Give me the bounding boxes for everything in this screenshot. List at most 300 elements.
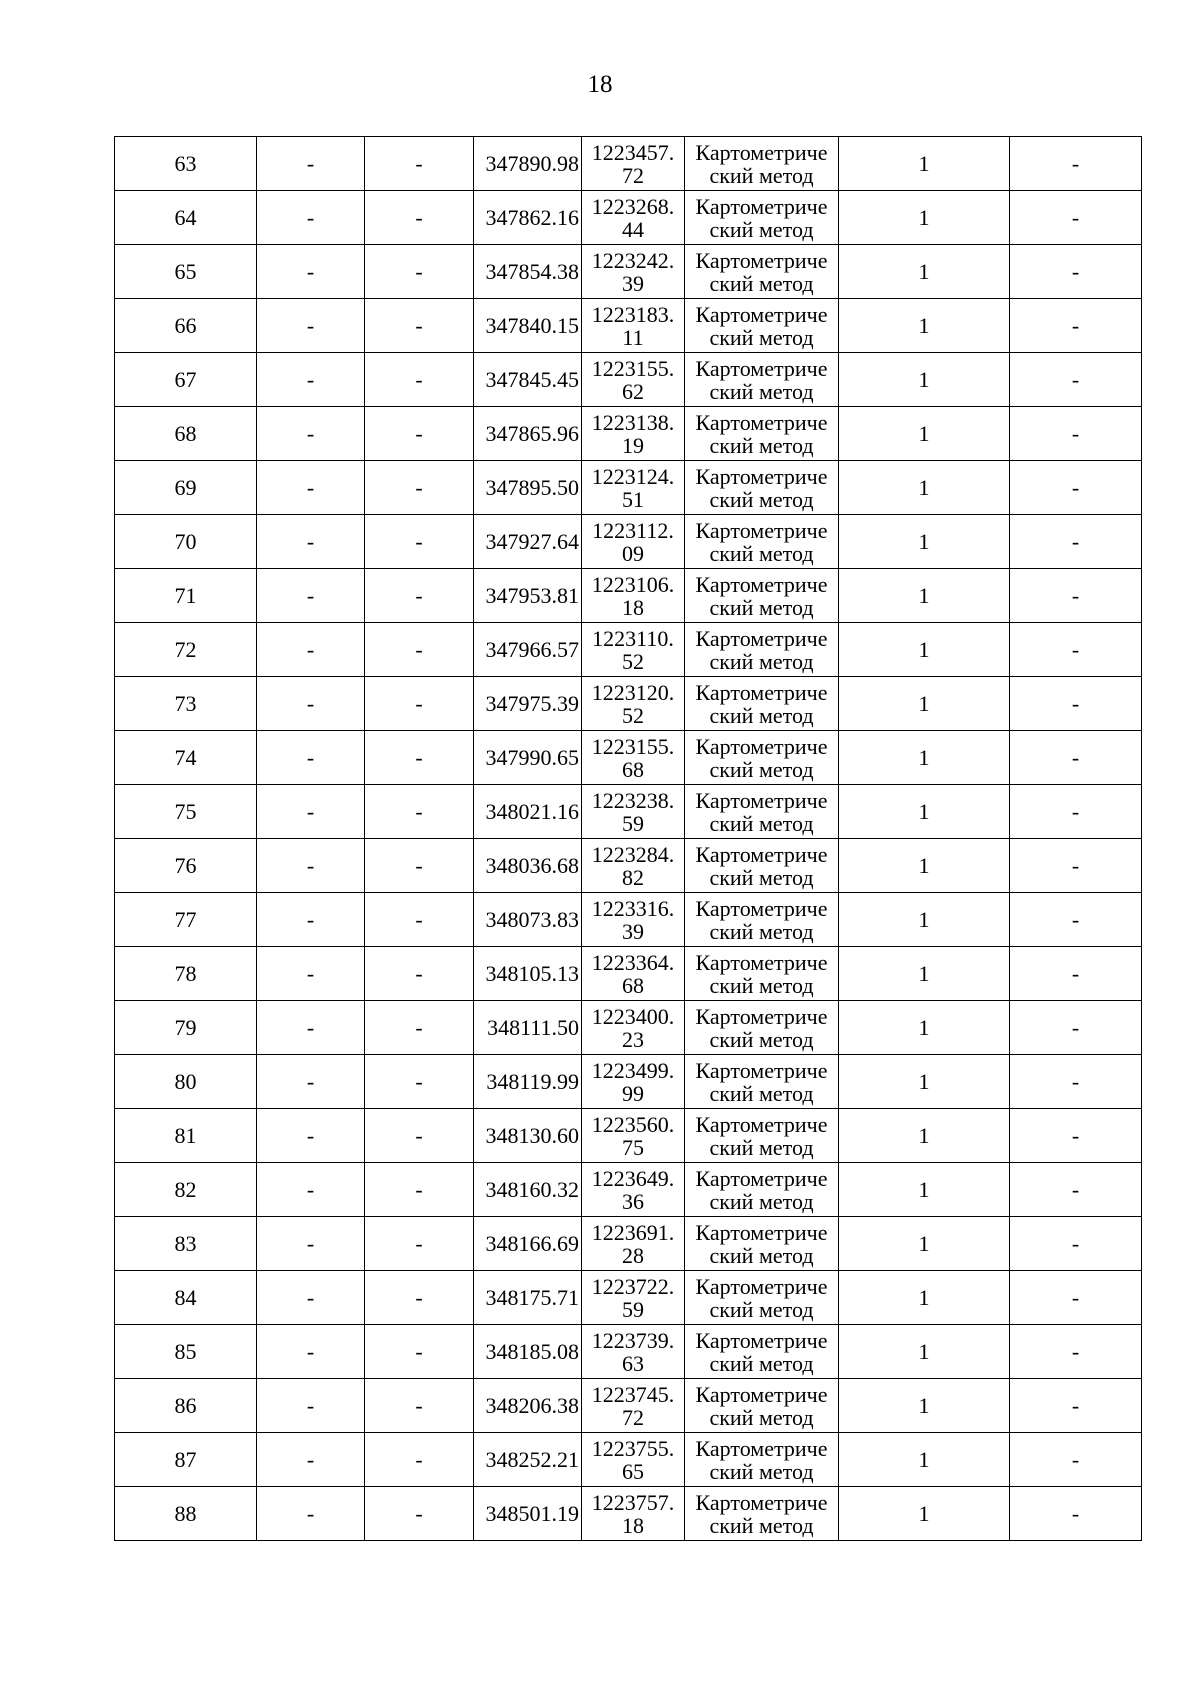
empty-cell: - — [257, 1109, 365, 1163]
x-coordinate-cell: 347990.65 — [474, 731, 582, 785]
empty-cell: - — [257, 731, 365, 785]
y-coordinate-part2: 68 — [622, 972, 644, 998]
method-part1: Картометриче — [695, 1165, 828, 1191]
empty-cell: - — [365, 1109, 474, 1163]
accuracy-cell: 1 — [839, 1055, 1010, 1109]
accuracy-cell: 1 — [839, 1217, 1010, 1271]
method-part1: Картометриче — [695, 733, 828, 759]
method-part2: ский метод — [709, 1080, 814, 1106]
y-coordinate-cell — [582, 1055, 685, 1109]
method-cell — [685, 839, 839, 893]
accuracy-cell: 1 — [839, 191, 1010, 245]
empty-cell: - — [365, 191, 474, 245]
table-row — [115, 947, 1142, 1001]
coordinates-table — [114, 136, 1142, 1541]
table-row — [115, 245, 1142, 299]
x-coordinate-cell: 348021.16 — [474, 785, 582, 839]
accuracy-cell: 1 — [839, 1001, 1010, 1055]
y-coordinate-part1: 1223242. — [591, 247, 675, 273]
point-number-cell: 87 — [115, 1433, 257, 1487]
method-part2: ский метод — [709, 1026, 814, 1052]
y-coordinate-part1: 1223722. — [591, 1273, 675, 1299]
method-cell — [685, 569, 839, 623]
y-coordinate-part1: 1223112. — [592, 517, 674, 543]
method-part2: ский метод — [709, 216, 814, 242]
method-cell — [685, 1433, 839, 1487]
accuracy-cell: 1 — [839, 569, 1010, 623]
empty-cell: - — [365, 1217, 474, 1271]
empty-cell: - — [365, 1379, 474, 1433]
empty-cell: - — [1010, 569, 1142, 623]
x-coordinate-cell: 348119.99 — [474, 1055, 582, 1109]
method-part2: ский метод — [709, 864, 814, 890]
method-part2: ский метод — [709, 1242, 814, 1268]
method-cell — [685, 1325, 839, 1379]
point-number-cell: 68 — [115, 407, 257, 461]
accuracy-cell: 1 — [839, 1379, 1010, 1433]
empty-cell: - — [257, 677, 365, 731]
y-coordinate-cell — [582, 1217, 685, 1271]
x-coordinate-cell: 348175.71 — [474, 1271, 582, 1325]
x-coordinate-cell: 348036.68 — [474, 839, 582, 893]
table-row — [115, 353, 1142, 407]
method-cell — [685, 947, 839, 1001]
method-cell — [685, 1055, 839, 1109]
point-number-cell: 78 — [115, 947, 257, 1001]
empty-cell: - — [365, 677, 474, 731]
empty-cell: - — [257, 353, 365, 407]
empty-cell: - — [1010, 1055, 1142, 1109]
y-coordinate-cell — [582, 299, 685, 353]
empty-cell: - — [257, 137, 365, 191]
x-coordinate-cell: 348166.69 — [474, 1217, 582, 1271]
method-part1: Картометриче — [695, 463, 828, 489]
method-part2: ский метод — [709, 432, 814, 458]
accuracy-cell: 1 — [839, 137, 1010, 191]
method-part2: ский метод — [709, 1404, 814, 1430]
empty-cell: - — [257, 1433, 365, 1487]
empty-cell: - — [257, 893, 365, 947]
x-coordinate-cell: 347953.81 — [474, 569, 582, 623]
empty-cell: - — [257, 1487, 365, 1541]
table-row — [115, 1055, 1142, 1109]
x-coordinate-cell: 347895.50 — [474, 461, 582, 515]
y-coordinate-cell — [582, 677, 685, 731]
empty-cell: - — [257, 245, 365, 299]
point-number-cell: 79 — [115, 1001, 257, 1055]
method-cell — [685, 191, 839, 245]
accuracy-cell: 1 — [839, 893, 1010, 947]
empty-cell: - — [257, 191, 365, 245]
y-coordinate-part1: 1223284. — [591, 841, 675, 867]
empty-cell: - — [1010, 353, 1142, 407]
y-coordinate-part1: 1223138. — [591, 409, 675, 435]
x-coordinate-cell: 347845.45 — [474, 353, 582, 407]
x-coordinate-cell: 348185.08 — [474, 1325, 582, 1379]
accuracy-cell: 1 — [839, 677, 1010, 731]
table-row — [115, 677, 1142, 731]
x-coordinate-cell: 348160.32 — [474, 1163, 582, 1217]
method-cell — [685, 785, 839, 839]
empty-cell: - — [365, 569, 474, 623]
method-part1: Картометриче — [695, 193, 828, 219]
method-cell — [685, 1217, 839, 1271]
empty-cell: - — [365, 1271, 474, 1325]
table-row — [115, 1001, 1142, 1055]
table-row — [115, 1163, 1142, 1217]
accuracy-cell: 1 — [839, 785, 1010, 839]
table-row — [115, 1379, 1142, 1433]
y-coordinate-part2: 44 — [622, 216, 644, 242]
method-part2: ский метод — [709, 594, 814, 620]
y-coordinate-part2: 99 — [622, 1080, 644, 1106]
y-coordinate-part2: 59 — [622, 810, 644, 836]
empty-cell: - — [365, 947, 474, 1001]
method-part2: ский метод — [709, 540, 814, 566]
empty-cell: - — [365, 893, 474, 947]
table-row — [115, 785, 1142, 839]
point-number-cell: 82 — [115, 1163, 257, 1217]
y-coordinate-part2: 63 — [622, 1350, 644, 1376]
accuracy-cell: 1 — [839, 353, 1010, 407]
page-number: 18 — [587, 71, 613, 98]
method-part2: ский метод — [709, 162, 814, 188]
y-coordinate-part2: 11 — [622, 324, 644, 350]
x-coordinate-cell: 348252.21 — [474, 1433, 582, 1487]
method-part1: Картометриче — [695, 1219, 828, 1245]
y-coordinate-part1: 1223268. — [591, 193, 675, 219]
empty-cell: - — [1010, 1217, 1142, 1271]
empty-cell: - — [365, 1055, 474, 1109]
empty-cell: - — [1010, 1325, 1142, 1379]
y-coordinate-part1: 1223691. — [591, 1219, 675, 1245]
table-row — [115, 731, 1142, 785]
accuracy-cell: 1 — [839, 461, 1010, 515]
method-part1: Картометриче — [695, 139, 828, 165]
accuracy-cell: 1 — [839, 1109, 1010, 1163]
y-coordinate-part1: 1223183. — [591, 301, 675, 327]
y-coordinate-part1: 1223757. — [591, 1489, 675, 1515]
y-coordinate-part1: 1223745. — [591, 1381, 675, 1407]
empty-cell: - — [257, 1379, 365, 1433]
method-part2: ский метод — [709, 486, 814, 512]
accuracy-cell: 1 — [839, 407, 1010, 461]
y-coordinate-part2: 18 — [622, 1512, 644, 1538]
x-coordinate-cell: 347840.15 — [474, 299, 582, 353]
accuracy-cell: 1 — [839, 1487, 1010, 1541]
method-part2: ский метод — [709, 1350, 814, 1376]
y-coordinate-part1: 1223110. — [592, 625, 674, 651]
x-coordinate-cell: 347890.98 — [474, 137, 582, 191]
empty-cell: - — [257, 947, 365, 1001]
empty-cell: - — [1010, 1001, 1142, 1055]
table-row — [115, 1433, 1142, 1487]
y-coordinate-cell — [582, 1001, 685, 1055]
method-cell — [685, 245, 839, 299]
x-coordinate-cell: 347854.38 — [474, 245, 582, 299]
method-part1: Картометриче — [695, 1111, 828, 1137]
point-number-cell: 66 — [115, 299, 257, 353]
y-coordinate-cell — [582, 1109, 685, 1163]
y-coordinate-part2: 68 — [622, 756, 644, 782]
empty-cell: - — [1010, 893, 1142, 947]
y-coordinate-part1: 1223316. — [591, 895, 675, 921]
accuracy-cell: 1 — [839, 731, 1010, 785]
empty-cell: - — [365, 731, 474, 785]
empty-cell: - — [365, 785, 474, 839]
empty-cell: - — [257, 839, 365, 893]
table-row — [115, 1271, 1142, 1325]
method-part1: Картометриче — [695, 571, 828, 597]
method-part1: Картометриче — [695, 247, 828, 273]
y-coordinate-cell — [582, 785, 685, 839]
y-coordinate-part2: 52 — [622, 648, 644, 674]
method-cell — [685, 731, 839, 785]
empty-cell: - — [1010, 1109, 1142, 1163]
table-row — [115, 569, 1142, 623]
method-part1: Картометриче — [695, 1057, 828, 1083]
point-number-cell: 63 — [115, 137, 257, 191]
empty-cell: - — [257, 785, 365, 839]
point-number-cell: 77 — [115, 893, 257, 947]
y-coordinate-cell — [582, 623, 685, 677]
y-coordinate-cell — [582, 1163, 685, 1217]
empty-cell: - — [365, 461, 474, 515]
method-cell — [685, 407, 839, 461]
empty-cell: - — [1010, 1271, 1142, 1325]
empty-cell: - — [1010, 245, 1142, 299]
y-coordinate-cell — [582, 947, 685, 1001]
x-coordinate-cell: 348111.50 — [474, 1001, 582, 1055]
y-coordinate-cell — [582, 1379, 685, 1433]
method-part2: ский метод — [709, 702, 814, 728]
method-part1: Картометриче — [695, 625, 828, 651]
y-coordinate-cell — [582, 353, 685, 407]
y-coordinate-part2: 09 — [622, 540, 644, 566]
y-coordinate-cell — [582, 1433, 685, 1487]
table-row — [115, 623, 1142, 677]
empty-cell: - — [1010, 299, 1142, 353]
x-coordinate-cell: 347865.96 — [474, 407, 582, 461]
method-cell — [685, 623, 839, 677]
method-part2: ский метод — [709, 1134, 814, 1160]
method-part1: Картометриче — [695, 1489, 828, 1515]
empty-cell: - — [1010, 731, 1142, 785]
empty-cell: - — [365, 515, 474, 569]
empty-cell: - — [1010, 947, 1142, 1001]
table-row — [115, 299, 1142, 353]
y-coordinate-part2: 82 — [622, 864, 644, 890]
empty-cell: - — [1010, 1433, 1142, 1487]
y-coordinate-part2: 19 — [622, 432, 644, 458]
method-part1: Картометриче — [695, 787, 828, 813]
table-row — [115, 137, 1142, 191]
point-number-cell: 88 — [115, 1487, 257, 1541]
method-part2: ский метод — [709, 378, 814, 404]
empty-cell: - — [257, 1163, 365, 1217]
empty-cell: - — [365, 839, 474, 893]
y-coordinate-part1: 1223106. — [591, 571, 675, 597]
accuracy-cell: 1 — [839, 1433, 1010, 1487]
empty-cell: - — [365, 623, 474, 677]
empty-cell: - — [1010, 1487, 1142, 1541]
empty-cell: - — [365, 245, 474, 299]
method-part1: Картометриче — [695, 409, 828, 435]
point-number-cell: 67 — [115, 353, 257, 407]
empty-cell: - — [365, 1001, 474, 1055]
method-part1: Картометриче — [695, 1381, 828, 1407]
y-coordinate-part2: 75 — [622, 1134, 644, 1160]
method-part2: ский метод — [709, 270, 814, 296]
y-coordinate-part1: 1223457. — [591, 139, 675, 165]
x-coordinate-cell: 347927.64 — [474, 515, 582, 569]
point-number-cell: 81 — [115, 1109, 257, 1163]
y-coordinate-part2: 18 — [622, 594, 644, 620]
empty-cell: - — [1010, 677, 1142, 731]
method-cell — [685, 677, 839, 731]
empty-cell: - — [1010, 137, 1142, 191]
y-coordinate-cell — [582, 839, 685, 893]
y-coordinate-part1: 1223649. — [591, 1165, 675, 1191]
empty-cell: - — [1010, 461, 1142, 515]
table-row — [115, 839, 1142, 893]
y-coordinate-part2: 51 — [622, 486, 644, 512]
method-cell — [685, 353, 839, 407]
y-coordinate-part1: 1223739. — [591, 1327, 675, 1353]
table-row — [115, 1487, 1142, 1541]
empty-cell: - — [257, 461, 365, 515]
point-number-cell: 73 — [115, 677, 257, 731]
point-number-cell: 85 — [115, 1325, 257, 1379]
point-number-cell: 64 — [115, 191, 257, 245]
method-part1: Картометриче — [695, 841, 828, 867]
accuracy-cell: 1 — [839, 839, 1010, 893]
accuracy-cell: 1 — [839, 299, 1010, 353]
y-coordinate-part1: 1223124. — [591, 463, 675, 489]
empty-cell: - — [1010, 1163, 1142, 1217]
point-number-cell: 65 — [115, 245, 257, 299]
y-coordinate-cell — [582, 407, 685, 461]
point-number-cell: 84 — [115, 1271, 257, 1325]
y-coordinate-part1: 1223560. — [591, 1111, 675, 1137]
method-cell — [685, 1271, 839, 1325]
y-coordinate-part2: 36 — [622, 1188, 644, 1214]
y-coordinate-cell — [582, 461, 685, 515]
table-row — [115, 1217, 1142, 1271]
empty-cell: - — [365, 137, 474, 191]
empty-cell: - — [365, 299, 474, 353]
x-coordinate-cell: 348501.19 — [474, 1487, 582, 1541]
y-coordinate-cell — [582, 191, 685, 245]
empty-cell: - — [1010, 1379, 1142, 1433]
y-coordinate-part2: 28 — [622, 1242, 644, 1268]
x-coordinate-cell: 348206.38 — [474, 1379, 582, 1433]
y-coordinate-part2: 65 — [622, 1458, 644, 1484]
method-part2: ский метод — [709, 918, 814, 944]
empty-cell: - — [257, 299, 365, 353]
y-coordinate-cell — [582, 515, 685, 569]
method-part1: Картометриче — [695, 895, 828, 921]
y-coordinate-cell — [582, 1325, 685, 1379]
method-cell — [685, 461, 839, 515]
method-part2: ский метод — [709, 648, 814, 674]
table-row — [115, 191, 1142, 245]
y-coordinate-part2: 39 — [622, 918, 644, 944]
empty-cell: - — [1010, 515, 1142, 569]
empty-cell: - — [365, 1163, 474, 1217]
method-part2: ский метод — [709, 756, 814, 782]
y-coordinate-part2: 59 — [622, 1296, 644, 1322]
empty-cell: - — [257, 1217, 365, 1271]
point-number-cell: 86 — [115, 1379, 257, 1433]
y-coordinate-part1: 1223755. — [591, 1435, 675, 1461]
y-coordinate-cell — [582, 569, 685, 623]
method-cell — [685, 1163, 839, 1217]
empty-cell: - — [1010, 191, 1142, 245]
accuracy-cell: 1 — [839, 947, 1010, 1001]
empty-cell: - — [1010, 407, 1142, 461]
method-part2: ский метод — [709, 1458, 814, 1484]
empty-cell: - — [257, 1055, 365, 1109]
empty-cell: - — [257, 623, 365, 677]
method-part1: Картометриче — [695, 949, 828, 975]
y-coordinate-cell — [582, 137, 685, 191]
empty-cell: - — [257, 515, 365, 569]
method-cell — [685, 137, 839, 191]
y-coordinate-part1: 1223238. — [591, 787, 675, 813]
table-row — [115, 893, 1142, 947]
table-row — [115, 1109, 1142, 1163]
y-coordinate-part1: 1223120. — [591, 679, 675, 705]
method-part1: Картометриче — [695, 301, 828, 327]
y-coordinate-part2: 62 — [622, 378, 644, 404]
empty-cell: - — [365, 407, 474, 461]
method-cell — [685, 1487, 839, 1541]
method-cell — [685, 1379, 839, 1433]
method-part2: ский метод — [709, 324, 814, 350]
y-coordinate-part1: 1223400. — [591, 1003, 675, 1029]
y-coordinate-cell — [582, 1271, 685, 1325]
y-coordinate-part2: 52 — [622, 702, 644, 728]
method-part1: Картометриче — [695, 517, 828, 543]
empty-cell: - — [365, 353, 474, 407]
x-coordinate-cell: 347975.39 — [474, 677, 582, 731]
y-coordinate-part2: 23 — [622, 1026, 644, 1052]
point-number-cell: 71 — [115, 569, 257, 623]
accuracy-cell: 1 — [839, 1163, 1010, 1217]
method-part1: Картометриче — [695, 679, 828, 705]
method-part1: Картометриче — [695, 1435, 828, 1461]
x-coordinate-cell: 348105.13 — [474, 947, 582, 1001]
y-coordinate-part1: 1223155. — [591, 733, 675, 759]
empty-cell: - — [365, 1325, 474, 1379]
table-row — [115, 407, 1142, 461]
y-coordinate-part2: 72 — [622, 162, 644, 188]
empty-cell: - — [1010, 623, 1142, 677]
method-part1: Картометриче — [695, 1273, 828, 1299]
table-row — [115, 1325, 1142, 1379]
y-coordinate-cell — [582, 731, 685, 785]
table-row — [115, 461, 1142, 515]
accuracy-cell: 1 — [839, 1271, 1010, 1325]
x-coordinate-cell: 348073.83 — [474, 893, 582, 947]
accuracy-cell: 1 — [839, 515, 1010, 569]
method-part2: ский метод — [709, 1188, 814, 1214]
empty-cell: - — [1010, 839, 1142, 893]
method-cell — [685, 515, 839, 569]
method-part1: Картометриче — [695, 355, 828, 381]
y-coordinate-cell — [582, 893, 685, 947]
